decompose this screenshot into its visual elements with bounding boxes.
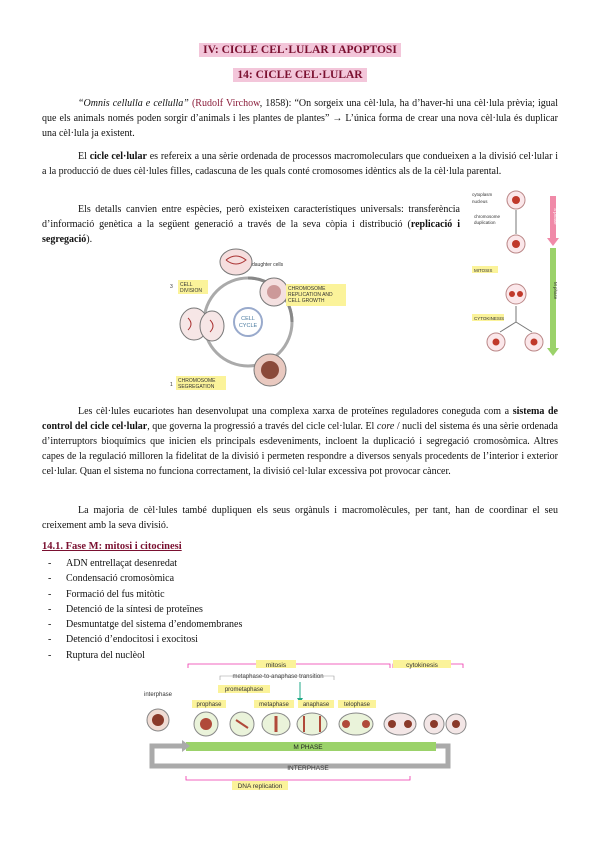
marker-1: 1 xyxy=(170,382,173,388)
chrom-dup-label-2: duplication xyxy=(474,220,496,225)
metaphase-label: metaphase xyxy=(259,702,289,708)
paragraph-quote: “Omnis cellulla e cellulla” (Rudolf Virchow, 1858): “On sorgeix una cèl·lula, ha d’haver-hi una cèl·lula prèvia; igual que els animals només poden sorgir d’animals i les plantes de plantes” → L’única forma de crear una nova cèl·lula és duplicar una cèl·lula ja existent. xyxy=(42,98,559,139)
s-phase-label: S phase xyxy=(553,208,558,225)
section-title: 14.1. Fase M: mitosi i citocinesi xyxy=(42,541,182,552)
cytoplasm-label: cytoplasm xyxy=(472,192,493,197)
telophase-label: telophase xyxy=(343,702,371,708)
m-phase-list xyxy=(42,556,242,663)
paragraph-cycle-definition: El cicle cel·lular es refereix a una sèrie ordenada de processos macromoleculars que condueixen a la divisió cel·lular i a la producció de dues cèl·lules filles, cadascuna de les quals conté cromosomes idèntics als de la cèl·lula parental. xyxy=(42,151,559,177)
replication-label-1: CHROMOSOME xyxy=(288,286,326,292)
nucleus-label: nucleus xyxy=(472,199,488,204)
cytokinesis-header: cytokinesis xyxy=(406,662,438,669)
cytokinesis-label: CYTOKINESIS xyxy=(474,316,505,321)
list-item: - Condensació cromosòmica xyxy=(42,571,242,586)
m-phase-bar-label: M PHASE xyxy=(293,744,323,751)
interphase-left-label: interphase xyxy=(143,692,173,698)
prometaphase-label: prometaphase xyxy=(224,687,264,693)
segregation-label-1: CHROMOSOME xyxy=(178,378,216,384)
marker-3: 3 xyxy=(170,284,173,290)
daughter-cells-label: daughter cells xyxy=(252,262,284,268)
paragraph-control-system: Les cèl·lules eucariotes han desenvolupat una complexa xarxa de proteïnes reguladores coneguda com a sistema de control del cicle cel·lular, que governa la progressió a través del cicle cel·lular. El core / nucli del sistema és una sèrie ordenada d’interruptors bioquímics que inicien els principals esdeveniments, incloent la duplicació i segregació cromosòmica. Altres capes de la regulació milloren la fidelitat de la divisió i permeten respondre a diversos senyals procedents de l’interior i exterior cel·lular. Quan el sistema no funciona correctament, la divisió cel·lular excessiva pot provocar càncer. xyxy=(42,406,558,477)
cycle-center-label-2: CYCLE xyxy=(238,323,258,329)
list-item: - Ruptura del nuclèol xyxy=(42,648,242,663)
cell-cycle-figure xyxy=(166,246,351,394)
division-label-1: CELL xyxy=(180,282,193,288)
list-item: - Detenció de la síntesi de proteïnes xyxy=(42,602,242,617)
paragraph-organelles: La majoria de cèl·lules també dupliquen els seus orgànuls i macromolècules, per tant, han de coordinar el seu creixement amb la seva divisió. xyxy=(42,505,558,531)
anaphase-label: anaphase xyxy=(302,702,330,708)
list-item: - Detenció d’endocitosi i exocitosi xyxy=(42,632,242,647)
segregation-label-2: SEGREGATION xyxy=(178,384,215,390)
replication-label-3: CELL GROWTH xyxy=(288,298,325,304)
dna-replication-label: DNA replication xyxy=(237,783,283,790)
m-phase-figure xyxy=(138,656,468,794)
replication-label-2: REPLICATION AND xyxy=(288,292,333,298)
chrom-dup-label-1: chromosome xyxy=(474,214,501,219)
prophase-label: prophase xyxy=(196,702,222,708)
list-item: - Desmuntatge del sistema d’endomembranes xyxy=(42,617,242,632)
mitosis-header: mitosis xyxy=(265,662,287,669)
doc-subtitle: 14: CICLE CEL·LULAR xyxy=(0,69,600,81)
list-item: - ADN entrellaçat desenredat xyxy=(42,556,242,571)
cycle-center-label-1: CELL xyxy=(241,316,255,322)
transition-label: metaphase-to-anaphase transition xyxy=(232,674,324,680)
division-label-2: DIVISION xyxy=(180,288,202,294)
doc-title: IV: CICLE CEL·LULAR I APOPTOSI xyxy=(0,44,600,56)
interphase-bar-label: INTERPHASE xyxy=(287,765,329,772)
m-phase-label: M phase xyxy=(553,282,558,300)
mitosis-label: MITOSIS xyxy=(474,268,493,273)
list-item: - Formació del fus mitòtic xyxy=(42,587,242,602)
paragraph-universal: Els detalls canvien entre espècies, però existeixen característiques universals: transferència d’informació genètica a la següent generació a través de la seva còpia i distribució (replicació i segregació). xyxy=(42,204,461,245)
cycle-phases-figure xyxy=(470,186,570,361)
